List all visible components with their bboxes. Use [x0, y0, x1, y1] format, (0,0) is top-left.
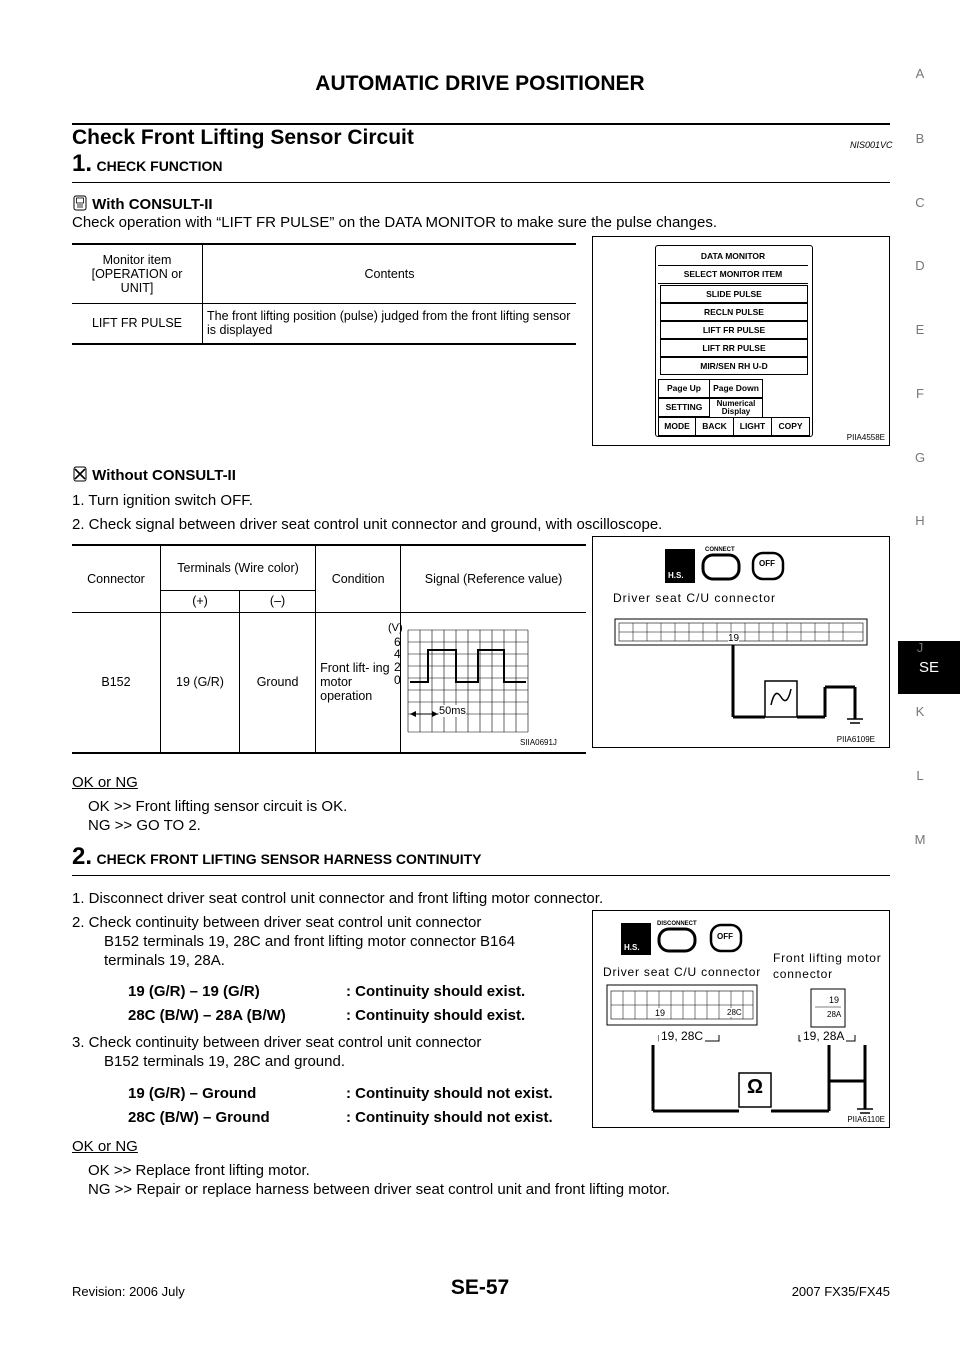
continuity-left: 28C (B/W) – Ground — [128, 1109, 270, 1126]
hs-icon: H.S. — [624, 943, 640, 952]
ok-ng-heading: OK or NG — [72, 1138, 138, 1155]
page-up-button[interactable]: Page Up — [658, 379, 710, 398]
with-consult: With CONSULT-II — [72, 195, 213, 214]
callout-left: 19, 28C — [661, 1029, 704, 1043]
step2-rule — [72, 875, 890, 876]
pin-label: 19 — [728, 633, 740, 644]
ok-result: OK >> Front lifting sensor circuit is OK. — [88, 798, 348, 815]
pin-label: 28A — [827, 1010, 842, 1019]
col-condition: Condition — [316, 546, 401, 612]
connector-label-right: Front lifting motor — [773, 951, 882, 965]
monitor-row-contents: The front lifting position (pulse) judged from the front lifting sensor is displayed — [207, 309, 571, 338]
sidebar-index-e[interactable]: E — [915, 322, 925, 337]
figure-code: PIIA6110E — [847, 1115, 885, 1124]
ok-ng-heading: OK or NG — [72, 774, 138, 791]
wave-time: 50ms — [439, 705, 466, 717]
figure-code: PIIA4558E — [846, 433, 885, 442]
wave-tick: 0 — [394, 673, 401, 687]
monitor-screen — [655, 245, 813, 437]
monitor-col-contents: Contents — [364, 266, 415, 281]
col-plus: (+) — [161, 590, 240, 612]
connector-diagram — [593, 537, 889, 747]
continuity-right: : Continuity should exist. — [346, 1007, 526, 1024]
with-consult-text: Check operation with “LIFT FR PULSE” on the DATA MONITOR to make sure the pulse changes. — [72, 214, 717, 231]
continuity-right: : Continuity should not exist. — [346, 1109, 553, 1126]
wave-tick: 2 — [394, 660, 401, 674]
step1-rule — [72, 182, 890, 183]
ng-result: NG >> GO TO 2. — [88, 817, 201, 834]
section-code: NIS001VC — [850, 140, 893, 150]
sidebar-index-g[interactable]: G — [914, 450, 926, 465]
wave-unit: (V) — [388, 622, 403, 634]
disconnect-label: DISCONNECT — [657, 921, 697, 927]
cell-connector: B152 — [72, 612, 161, 752]
monitor-item-lift-rr[interactable]: LIFT RR PULSE — [660, 339, 808, 357]
callout-right: 19, 28A — [803, 1029, 845, 1043]
back-button[interactable]: BACK — [695, 417, 734, 436]
figure-code: SIIA0691J — [520, 738, 557, 747]
continuity-right: : Continuity should not exist. — [346, 1085, 553, 1102]
monitor-row-title: DATA MONITOR — [658, 248, 808, 266]
step-item: B152 terminals 19, 28C and front lifting motor connector B164 — [104, 933, 516, 950]
col-signal: Signal (Reference value) — [424, 571, 563, 586]
wave-tick: 6 — [394, 635, 401, 649]
mode-button[interactable]: MODE — [658, 417, 696, 436]
sidebar-index-h[interactable]: H — [915, 513, 925, 528]
footer-revision: Revision: 2006 July — [72, 1284, 185, 1299]
monitor-row-item: LIFT FR PULSE — [72, 303, 203, 343]
off-icon: OFF — [717, 932, 733, 941]
connector-label: Driver seat C/U connector — [613, 591, 777, 605]
pin-label: 28C — [727, 1008, 742, 1017]
continuity-left: 19 (G/R) – 19 (G/R) — [128, 983, 260, 1000]
wave-tick: 4 — [394, 647, 401, 661]
data-monitor-figure — [592, 236, 890, 446]
monitor-table — [72, 243, 576, 345]
oscilloscope-waveform — [380, 620, 565, 750]
step-item: 2. Check continuity between driver seat control unit connector — [72, 914, 482, 931]
pin-label: 19 — [655, 1008, 666, 1018]
monitor-row-select: SELECT MONITOR ITEM — [658, 266, 808, 284]
step-item: 1. Turn ignition switch OFF. — [72, 492, 253, 509]
light-button[interactable]: LIGHT — [733, 417, 772, 436]
connector-figure-1 — [592, 536, 890, 748]
sidebar-index-se-active[interactable]: SE — [898, 641, 960, 694]
figure-code: PIIA6109E — [836, 735, 875, 744]
sidebar-index-d[interactable]: D — [915, 258, 925, 273]
sidebar-index-a[interactable]: A — [915, 66, 925, 81]
ok-result: OK >> Replace front lifting motor. — [88, 1162, 310, 1179]
page-down-button[interactable]: Page Down — [709, 379, 763, 398]
pin-label: 19 — [829, 995, 840, 1005]
sidebar-index-f[interactable]: F — [916, 386, 924, 401]
col-terminals: Terminals (Wire color) — [161, 546, 316, 590]
no-consult-icon — [72, 466, 88, 482]
sidebar-index-c[interactable]: C — [915, 195, 925, 210]
sidebar-index-m[interactable]: M — [914, 832, 926, 847]
connector-label-left: Driver seat C/U connector — [603, 965, 762, 979]
connect-label: CONNECT — [705, 547, 735, 553]
continuity-left: 28C (B/W) – 28A (B/W) — [128, 1007, 286, 1024]
sidebar-index-j[interactable]: J — [916, 640, 924, 655]
cell-condition: Front lift- ing motor operation — [316, 612, 401, 752]
continuity-left: 19 (G/R) – Ground — [128, 1085, 257, 1102]
step-item: B152 terminals 19, 28C and ground. — [104, 1053, 345, 1070]
sidebar-index-b[interactable]: B — [915, 131, 925, 146]
cell-plus: 19 (G/R) — [161, 612, 240, 752]
monitor-col-item: Monitor item [OPERATION or UNIT] — [72, 245, 203, 303]
monitor-item-slide[interactable]: SLIDE PULSE — [660, 285, 808, 303]
off-icon: OFF — [759, 559, 775, 568]
footer-page-number: SE-57 — [450, 1276, 510, 1299]
waveform-figure — [380, 620, 565, 750]
hs-icon: H.S. — [668, 571, 684, 580]
monitor-item-recln[interactable]: RECLN PULSE — [660, 303, 808, 321]
col-connector: Connector — [72, 546, 161, 612]
sidebar-index-l[interactable]: L — [916, 768, 924, 783]
numerical-display-button[interactable]: Numerical Display — [709, 398, 763, 418]
step-item: 3. Check continuity between driver seat control unit connector — [72, 1034, 482, 1051]
without-consult: Without CONSULT-II — [72, 466, 236, 485]
continuity-right: : Continuity should exist. — [346, 983, 526, 1000]
setting-button[interactable]: SETTING — [658, 398, 710, 417]
ng-result: NG >> Repair or replace harness between driver seat control unit and front lifting motor. — [88, 1181, 670, 1198]
step-item: terminals 19, 28A. — [104, 952, 225, 969]
step1-header: 1. CHECK FUNCTION — [72, 150, 223, 177]
step2-header: 2. CHECK FRONT LIFTING SENSOR HARNESS CONTINUITY — [72, 843, 482, 870]
page-header-title: AUTOMATIC DRIVE POSITIONER — [315, 72, 645, 95]
section-title: Check Front Lifting Sensor Circuit — [72, 126, 414, 149]
step-item: 1. Disconnect driver seat control unit connector and front lifting motor connector. — [72, 890, 604, 907]
monitor-item-mirsen[interactable]: MIR/SEN RH U-D — [660, 357, 808, 375]
footer-model: 2007 FX35/FX45 — [791, 1284, 890, 1299]
ohmmeter-icon: Ω — [747, 1076, 764, 1098]
consult-icon — [72, 195, 88, 211]
connector-figure-2 — [592, 910, 890, 1128]
step-item: 2. Check signal between driver seat control unit connector and ground, with oscilloscope. — [72, 516, 663, 533]
header-rule — [72, 123, 890, 125]
copy-button[interactable]: COPY — [771, 417, 810, 436]
cell-minus: Ground — [240, 612, 316, 752]
monitor-item-lift-fr[interactable]: LIFT FR PULSE — [660, 321, 808, 339]
sidebar-index-k[interactable]: K — [915, 704, 925, 719]
col-minus: (–) — [240, 590, 316, 612]
connector-label-right-2: connector — [773, 967, 833, 981]
